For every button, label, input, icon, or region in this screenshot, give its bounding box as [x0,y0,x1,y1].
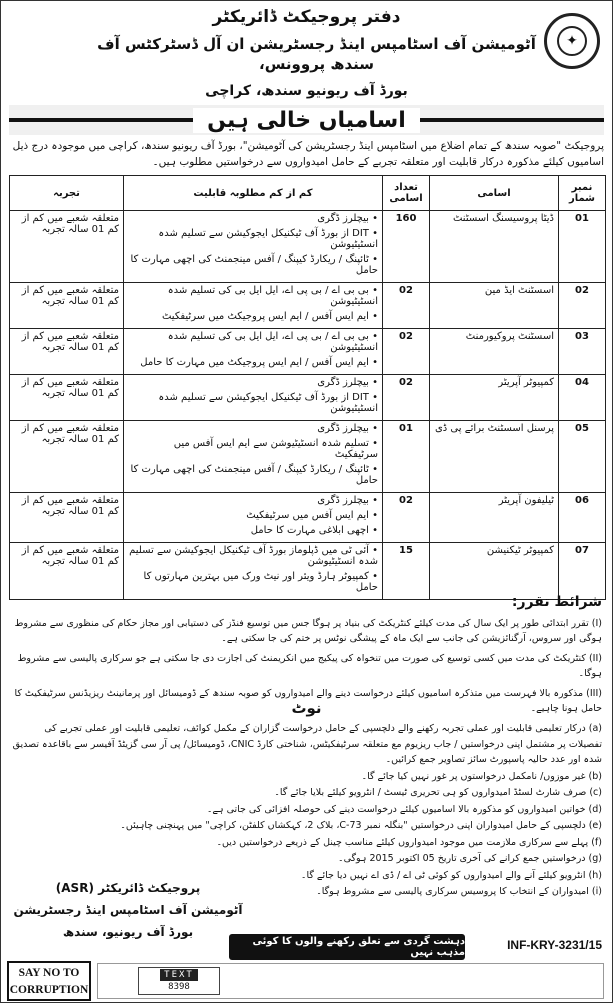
intro-paragraph: پروجیکٹ "صوبہ سندھ کے تمام اضلاع میں اسٹامپس اینڈ رجسٹریشن کی آٹومیشن"، بورڈ آف ریونیو سندھ، کراچی میں موجودہ درج ذیل اسامیوں کیلئے مذکورہ درکار قابلیت اور متعلقہ تجربے کے حامل امیدواروں سے درخواستیں مطلوب ہیں۔ [12,140,604,168]
row-post: ڈیٹا پروسیسنگ اسسٹنٹ [430,211,559,283]
row-post: کمپیوٹر آپریٹر [430,375,559,421]
qualification-item: • DIT از بورڈ آف ٹیکنیکل ایجوکیشن سے تسلیم شدہ انسٹیٹیوشن [158,392,378,414]
qualification-item: • تسلیم شدہ انسٹیٹیوشن سے ایم ایس آفس میں سرٹیفکیٹ [173,438,378,460]
row-qualification [124,375,383,421]
row-number: 04 [559,375,606,421]
note-item: (c) صرف شارٹ لسٹڈ امیدواروں کو ہی تحریری ٹیسٹ / انٹرویو کیلئے بلایا جائے گا۔ [274,787,602,798]
qualification-item: • DIT از بورڈ آف ٹیکنیکل ایجوکیشن سے تسلیم شدہ انسٹیٹیوشن [158,228,378,250]
row-qualification [124,493,383,543]
banner-heading: اسامیاں خالی ہیں [193,108,420,133]
table-row [10,543,606,600]
qualification-item: • بیچلرز ڈگری [317,377,378,388]
table-row [10,329,606,375]
say-no-corruption-logo [7,961,91,1001]
row-count: 02 [383,493,430,543]
board-subtitle: بورڈ آف ریونیو سندھ، کراچی [205,83,408,99]
notes-heading: نوٹ [291,699,322,717]
sms-code-number: 8398 [168,982,190,992]
condition-item: (I) تقرر ابتدائی طور پر ایک سال کی مدت کیلئے کنٹریکٹ کی بنیاد پر ہوگا جس میں توسیع فنڈز کی دستیابی اور مجاز حکام کی منظوری سے مشروط ہوگی اور سروس، آرگنائزیشن کی جانب سے ایک ماہ کے پیشگی نوٹس پر ختم کی جا سکتی ہے۔ [14,618,602,644]
footer-strip [97,963,604,999]
project-title: آٹومیشن آف اسٹامپس اینڈ رجسٹریشن ان آل ڈسٹرکٹس آف سندھ پروونس، [97,35,536,73]
qualification-item: • بی بی اے / بی پی اے، ایل ایل بی کی تسلیم شدہ انسٹیٹیوشن [167,285,378,307]
note-item: (b) غیر موزوں/ نامکمل درخواستوں پر غور نہیں کیا جائے گا۔ [361,770,602,782]
qualification-item: • کمپیوٹر ہارڈ ویئر اور نیٹ ورک میں بہترین مہارتوں کا حامل [143,571,378,593]
row-count: 02 [383,375,430,421]
condition-item: (II) کنٹریکٹ کی مدت میں کسی توسیع کی صورت میں تنخواہ کی پیکیج میں انکریمنٹ کی اجازت دی جا سکتی ہے جو سرکاری پالیسی سے مشروط ہوگا۔ [17,653,602,679]
row-count: 02 [383,283,430,329]
qualification-item: • بیچلرز ڈگری [317,423,378,434]
seal-center-icon: ✦ [557,26,587,56]
say-no-line1: SAY NO TO [18,967,80,979]
row-qualification [124,283,383,329]
row-count: 01 [383,421,430,493]
note-item: (i) امیدواران کے انتخاب کا پروسیس سرکاری پالیسی سے مشروط ہوگا۔ [316,886,602,897]
table-row [10,211,606,283]
row-experience: متعلقہ شعبے میں کم از کم 01 سالہ تجربہ [10,493,124,543]
qualification-item: • ٹائپنگ / ریکارڈ کیپنگ / آفس مینجمنٹ کی اچھی مہارت کا حامل [130,254,378,276]
note-item: (e) دلچسپی کے حامل امیدواران اپنی درخواستیں "بنگلہ نمبر C-73، بلاک 2، کہکشاں کلفٹن، کراچی" میں پہنچنی چاہیئں۔ [120,820,602,831]
qualification-item: • ٹائپنگ / ریکارڈ کیپنگ / آفس مینجمنٹ کی اچھی مہارت کا حامل [130,464,378,486]
table-body [10,211,606,600]
row-post: اسسٹنٹ ایڈ مین [430,283,559,329]
qualification-item: • بیچلرز ڈگری [317,213,378,224]
notes-list [9,721,602,901]
row-experience: متعلقہ شعبے میں کم از کم 01 سالہ تجربہ [10,375,124,421]
vacancy-table [9,175,606,600]
qualification-item: • بیچلرز ڈگری [317,495,378,506]
row-experience: متعلقہ شعبے میں کم از کم 01 سالہ تجربہ [10,421,124,493]
office-title: دفتر پروجیکٹ ڈائریکٹر [212,7,401,27]
row-number: 02 [559,283,606,329]
sms-code-box [138,967,220,995]
col-header-post: اسامی [430,176,559,211]
note-item: (h) انٹرویو کیلئے آنے والے امیدواروں کو کوئی ٹی اے / ڈی اے نہیں دیا جائے گا۔ [300,869,602,881]
row-qualification [124,211,383,283]
conditions-heading: شرائط تقرر: [511,594,602,610]
qualification-item: • ایم ایس آفس میں سرٹیفکیٹ [246,510,378,521]
table-row [10,375,606,421]
sms-code-label: TEXT [160,969,198,981]
row-count: 160 [383,211,430,283]
table-row [10,421,606,493]
table-row [10,493,606,543]
table-row [10,283,606,329]
qualification-item: • ایم ایس آفس / ایم ایس پروجیکٹ میں سرٹیفکیٹ [161,311,378,322]
row-post: ٹیلیفون آپریٹر [430,493,559,543]
row-count: 02 [383,329,430,375]
col-header-count: تعداد اسامی [383,176,430,211]
reference-number: INF-KRY-3231/15 [507,938,602,952]
signature-block [13,877,243,943]
signature-office: بورڈ آف ریونیو، سندھ [62,925,194,939]
row-experience: متعلقہ شعبے میں کم از کم 01 سالہ تجربہ [10,211,124,283]
note-item: (d) خواتین امیدواروں کو مذکورہ بالا اسامیوں کیلئے درخواست دینے کی حوصلہ افزائی کی جاتی ہے۔ [206,803,602,815]
row-post: کمپیوٹر ٹیکنیشن [430,543,559,600]
signature-designation: پروجیکٹ ڈائریکٹر (ASR) [55,881,201,895]
row-post: پرسنل اسسٹنٹ برائے پی ڈی [430,421,559,493]
row-experience: متعلقہ شعبے میں کم از کم 01 سالہ تجربہ [10,543,124,600]
note-item: (g) درخواستیں جمع کرانے کی آخری تاریخ 05 اکتوبر 2015 ہوگی۔ [338,853,602,864]
qualification-item: • آئی ٹی میں ڈپلوماز بورڈ آف ٹیکنیکل ایجوکیشن سے تسلیم شدہ انسٹیٹیوشن [129,545,378,567]
row-qualification [124,421,383,493]
qualification-item: • ایم ایس آفس / ایم ایس پروجیکٹ میں مہارت کا حامل [140,357,378,368]
row-count: 15 [383,543,430,600]
row-qualification [124,329,383,375]
note-item: (a) درکار تعلیمی قابلیت اور عملی تجربہ رکھنے والے دلچسپی کے حامل درخواست گزاران کے مکمل کوائف، تعلیمی قابلیت اور عملی تجربے کی تفصیلات پر مشتمل اپنی درخواستیں / جاب ریزیوم مع متعلقہ سرٹیفکیٹس، شناختی کارڈ CNIC، ڈومیسائل/ پی آر سی گزیٹڈ آفیسر سے باقاعدہ تصدیق شدہ اور عدد حالیہ پاسپورٹ سائز تصاویر جمع کرائیں۔ [12,723,602,765]
anti-terror-slogan: دہشت گردی سے تعلق رکھنے والوں کا کوئی مذہب نہیں [229,934,465,960]
row-number: 01 [559,211,606,283]
condition-item: (III) مذکورہ بالا فہرست میں متذکرہ اسامیوں کیلئے درخواست دینے والے امیدواروں کو صوبہ سندھ کے ڈومیسائل اور پرمانینٹ ریزیڈنس سرٹیفکیٹ کا حامل ہونا چاہیے۔ [14,688,602,714]
say-no-line2: CORRUPTION [9,984,89,996]
row-number: 07 [559,543,606,600]
signature-project: آٹومیشن آف اسٹامپس اینڈ رجسٹریشن [13,903,243,917]
qualification-item: • اچھی ابلاغی مہارت کا حامل [250,525,378,536]
row-number: 06 [559,493,606,543]
vacancies-banner [9,105,604,135]
qualification-item: • بی بی اے / بی پی اے، ایل ایل بی کی تسلیم شدہ انسٹیٹیوشن [167,331,378,353]
table-header-row [10,176,606,211]
row-experience: متعلقہ شعبے میں کم از کم 01 سالہ تجربہ [10,283,124,329]
col-header-no: نمبر شمار [559,176,606,211]
row-experience: متعلقہ شعبے میں کم از کم 01 سالہ تجربہ [10,329,124,375]
col-header-experience: تجربہ [10,176,124,211]
row-post: اسسٹنٹ پروکیورمنٹ [430,329,559,375]
note-item: (f) پہلے سے سرکاری ملازمت میں موجود امیدواروں کیلئے مناسب چینل کے ذریعے درخواستیں دیں۔ [216,836,602,848]
row-qualification [124,543,383,600]
row-number: 05 [559,421,606,493]
col-header-qualification: کم از کم مطلوبہ قابلیت [124,176,383,211]
row-number: 03 [559,329,606,375]
